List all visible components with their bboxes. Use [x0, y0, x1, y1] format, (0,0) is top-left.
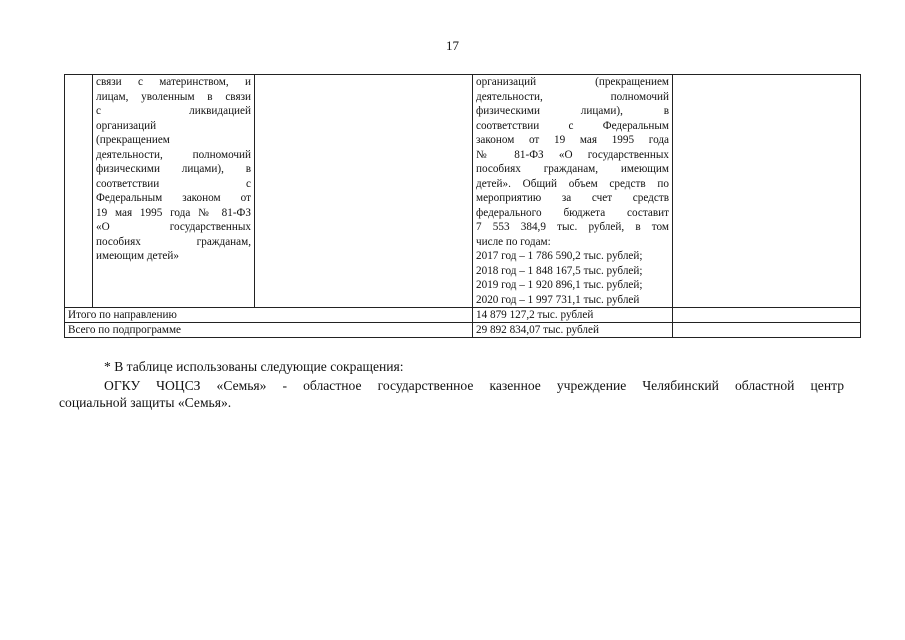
text-line: «О государственных — [96, 221, 251, 233]
empty-cell — [673, 308, 861, 323]
total-direction-row — [65, 308, 861, 323]
text-line: организаций — [96, 119, 157, 132]
text-line: Федеральным законом от — [96, 192, 251, 204]
total-direction-label: Итого по направлению — [65, 308, 473, 323]
funding-description-text — [476, 75, 669, 307]
abbreviation-line-1: ОГКУ ЧОЦСЗ «Семья» - областное государственное казенное учреждение Челябинский областной центр — [104, 378, 844, 393]
text-line: организаций (прекращением — [476, 76, 669, 88]
total-subprogram-label: Всего по подпрограмме — [65, 323, 473, 338]
year-amount-2018: 2018 год – 1 848 167,5 тыс. рублей; — [476, 264, 643, 277]
table-row — [65, 75, 861, 308]
measure-name-cell — [93, 75, 255, 308]
text-line: детей». Общий объем средств по — [476, 177, 669, 190]
text-line: федерального бюджета составит — [476, 206, 669, 219]
text-line: лицам, уволенным в связи — [96, 90, 251, 103]
year-amount-2019: 2019 год – 1 920 896,1 тыс. рублей; — [476, 279, 643, 291]
text-line: пособиях гражданам, имеющим — [476, 163, 669, 175]
text-line: физическими лицами), в — [96, 163, 251, 175]
index-cell — [65, 75, 93, 308]
text-line: имеющим детей» — [96, 250, 179, 262]
abbreviation-entry — [59, 377, 844, 411]
text-line: 19 мая 1995 года № 81-ФЗ — [96, 206, 251, 219]
text-line: деятельности, полномочий — [476, 90, 669, 103]
empty-cell — [673, 323, 861, 338]
text-line: № 81-ФЗ «О государственных — [476, 148, 669, 161]
total-subprogram-value: 29 892 834,07 тыс. рублей — [473, 323, 673, 338]
abbreviations-title: * В таблице использованы следующие сокращения: — [104, 359, 404, 374]
measure-name-text — [96, 75, 251, 264]
year-amount-2017: 2017 год – 1 786 590,2 тыс. рублей; — [476, 250, 643, 262]
empty-cell — [255, 75, 473, 308]
text-line: деятельности, полномочий — [96, 148, 251, 161]
text-line: пособиях гражданам, — [96, 235, 251, 248]
total-direction-value: 14 879 127,2 тыс. рублей — [473, 308, 673, 323]
text-line: соответствии с Федеральным — [476, 119, 669, 132]
funding-description-cell — [473, 75, 673, 308]
text-line: мероприятию за счет средств — [476, 192, 669, 204]
abbreviation-line-2: социальной защиты «Семья». — [59, 395, 232, 410]
text-line: 7 553 384,9 тыс. рублей, в том — [476, 221, 669, 233]
year-amount-2020: 2020 год – 1 997 731,1 тыс. рублей — [476, 293, 640, 306]
text-line: связи с материнством, и — [96, 76, 251, 88]
total-subprogram-row — [65, 323, 861, 338]
text-line: числе по годам: — [476, 235, 551, 248]
text-line: с ликвидацией — [96, 105, 251, 117]
text-line: соответствии с — [96, 177, 251, 190]
empty-cell — [673, 75, 861, 308]
text-line: законом от 19 мая 1995 года — [476, 134, 669, 146]
page-number: 17 — [446, 38, 459, 53]
text-line: физическими лицами), в — [476, 105, 669, 117]
text-line: (прекращением — [96, 134, 170, 146]
program-table — [64, 74, 861, 338]
